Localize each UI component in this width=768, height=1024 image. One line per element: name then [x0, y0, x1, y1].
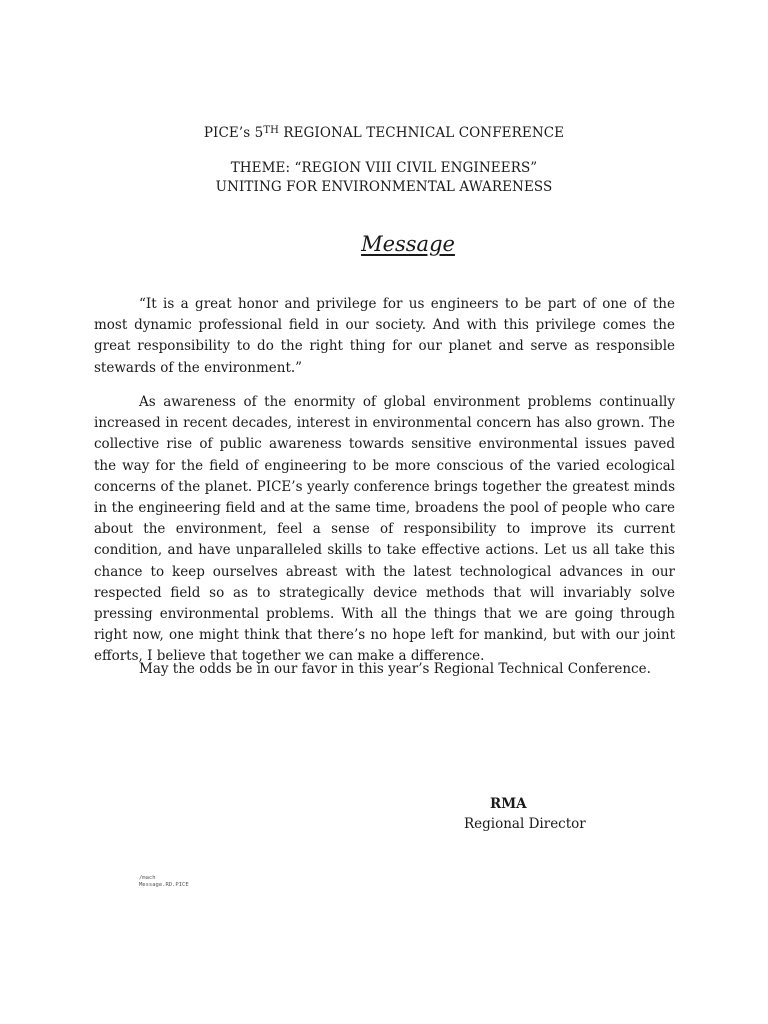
conference-ordinal-suffix: TH — [263, 125, 279, 136]
signatory-name: RMA — [490, 796, 527, 812]
conference-title — [0, 125, 768, 141]
theme-line: THEME: “REGION VIII CIVIL ENGINEERS” — [230, 160, 538, 176]
theme-subline: UNITING FOR ENVIRONMENTAL AWARENESS — [215, 179, 553, 195]
paragraph-text: “It is a great honor and privilege for us engineers to be part of one of the most dynamic professional field in our society. And with this privilege comes the great responsibility to do the right thing for our planet and serve as responsible stewards of the environment.” — [94, 296, 675, 376]
quote-paragraph — [94, 294, 675, 379]
paragraph-text: As awareness of the enormity of global environment problems continually increased in recent decades, interest in environmental concern has also grown. The collective rise of public awareness towards sensitive environmental issues paved the way for the field of engineering to be more conscious of the varied ecological concerns of the planet. PICE’s yearly conference brings together the greatest minds in the engineering field and at the same time, broadens the pool of people who care about the environment, feel a sense of responsibility to improve its current condition, and have unparalleled skills to take effective actions. Let us all take this chance to keep ourselves abreast with the latest technological advances in our respected field so as to strategically device methods that will invariably solve pressing environmental problems. With all the things that we are going through right now, one might think that there’s no hope left for mankind, but with our joint efforts, I believe that together we can make a difference. — [94, 394, 675, 665]
main-paragraph — [94, 392, 675, 668]
reference-initials: /mach — [139, 875, 156, 881]
signatory-position: Regional Director — [464, 816, 586, 832]
closing-paragraph — [94, 659, 675, 680]
paragraph-text: May the odds be in our favor in this year’s Regional Technical Conference. — [139, 661, 651, 677]
reference-file: Message.RD.PICE — [139, 882, 189, 888]
conference-title-suffix: REGIONAL TECHNICAL CONFERENCE — [278, 125, 565, 141]
conference-title-prefix: PICE’s 5 — [203, 125, 264, 141]
message-heading: Message — [361, 232, 455, 256]
